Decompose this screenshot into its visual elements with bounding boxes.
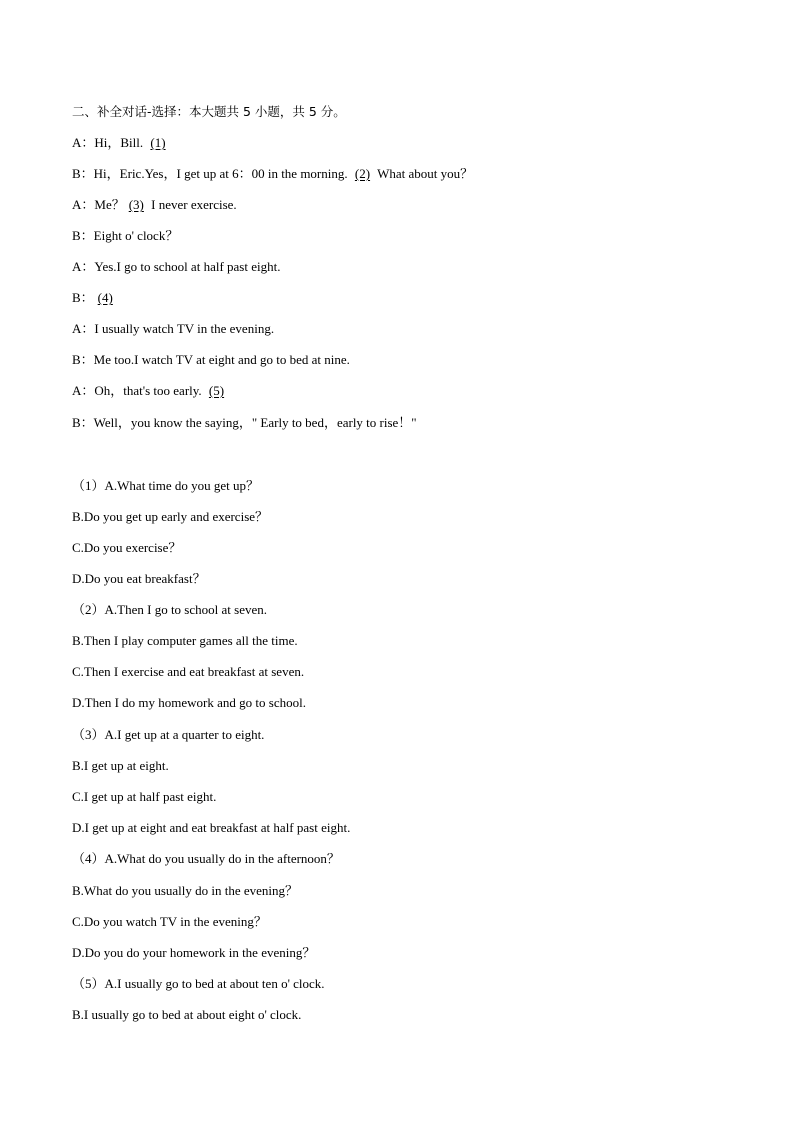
- dialogue-line: A：Oh，that's too early. (5): [72, 382, 754, 400]
- dialogue-line: A：I usually watch TV in the evening.: [72, 321, 275, 336]
- question-option: （2）A.Then I go to school at seven.: [72, 602, 267, 617]
- question-option: B.Do you get up early and exercise？: [72, 509, 269, 524]
- dialogue-line: B：Hi，Eric.Yes，I get up at 6：00 in the morning. (2) What about you？: [72, 166, 474, 181]
- question-option: D.Then I do my homework and go to school.: [72, 695, 306, 710]
- question-option: D.Do you eat breakfast？: [72, 571, 206, 586]
- question-option: B.What do you usually do in the evening？: [72, 883, 299, 898]
- dialogue-line: A：Yes.I go to school at half past eight.: [72, 259, 281, 274]
- question-option: C.I get up at half past eight.: [72, 789, 217, 804]
- dialogue-line: B： (4): [72, 289, 754, 307]
- dialogue-line: A：Hi，Bill. (1): [72, 134, 754, 152]
- question-number: （3）: [72, 727, 105, 742]
- question-option: （4）A.What do you usually do in the afternoon？: [72, 851, 340, 866]
- question-number: （5）: [72, 976, 105, 991]
- question-option: C.Then I exercise and eat breakfast at seven.: [72, 664, 305, 679]
- question-option: B.I usually go to bed at about eight o' clock.: [72, 1007, 302, 1022]
- question-option: （3）A.I get up at a quarter to eight.: [72, 727, 265, 742]
- question-number: （4）: [72, 851, 105, 866]
- question-option: D.Do you do your homework in the evening？: [72, 945, 316, 960]
- dialogue-line: B：Me too.I watch TV at eight and go to bed at nine.: [72, 352, 350, 367]
- question-option: （5）A.I usually go to bed at about ten o' clock.: [72, 976, 325, 991]
- section-title: 二、补全对话-选择：本大题共 5 小题，共 5 分。: [72, 104, 346, 119]
- question-option: C.Do you exercise？: [72, 540, 182, 555]
- answer-blank: (5): [208, 383, 225, 398]
- question-option: B.Then I play computer games all the time.: [72, 633, 298, 648]
- dialogue-line: A：Me？ (3) I never exercise.: [72, 197, 237, 212]
- question-option: B.I get up at eight.: [72, 758, 169, 773]
- answer-blank: (2): [354, 166, 371, 181]
- answer-blank: (3): [128, 197, 144, 212]
- dialogue-line: B：Well，you know the saying，" Early to bed，early to rise！": [72, 415, 417, 430]
- question-number: （1）: [72, 478, 105, 493]
- question-number: （2）: [72, 602, 105, 617]
- question-option: D.I get up at eight and eat breakfast at half past eight.: [72, 820, 351, 835]
- answer-blank: (4): [97, 290, 113, 305]
- question-option: （1）A.What time do you get up？: [72, 478, 260, 493]
- question-option: C.Do you watch TV in the evening？: [72, 914, 267, 929]
- dialogue-line: B：Eight o' clock？: [72, 228, 179, 243]
- answer-blank: (1): [150, 135, 166, 150]
